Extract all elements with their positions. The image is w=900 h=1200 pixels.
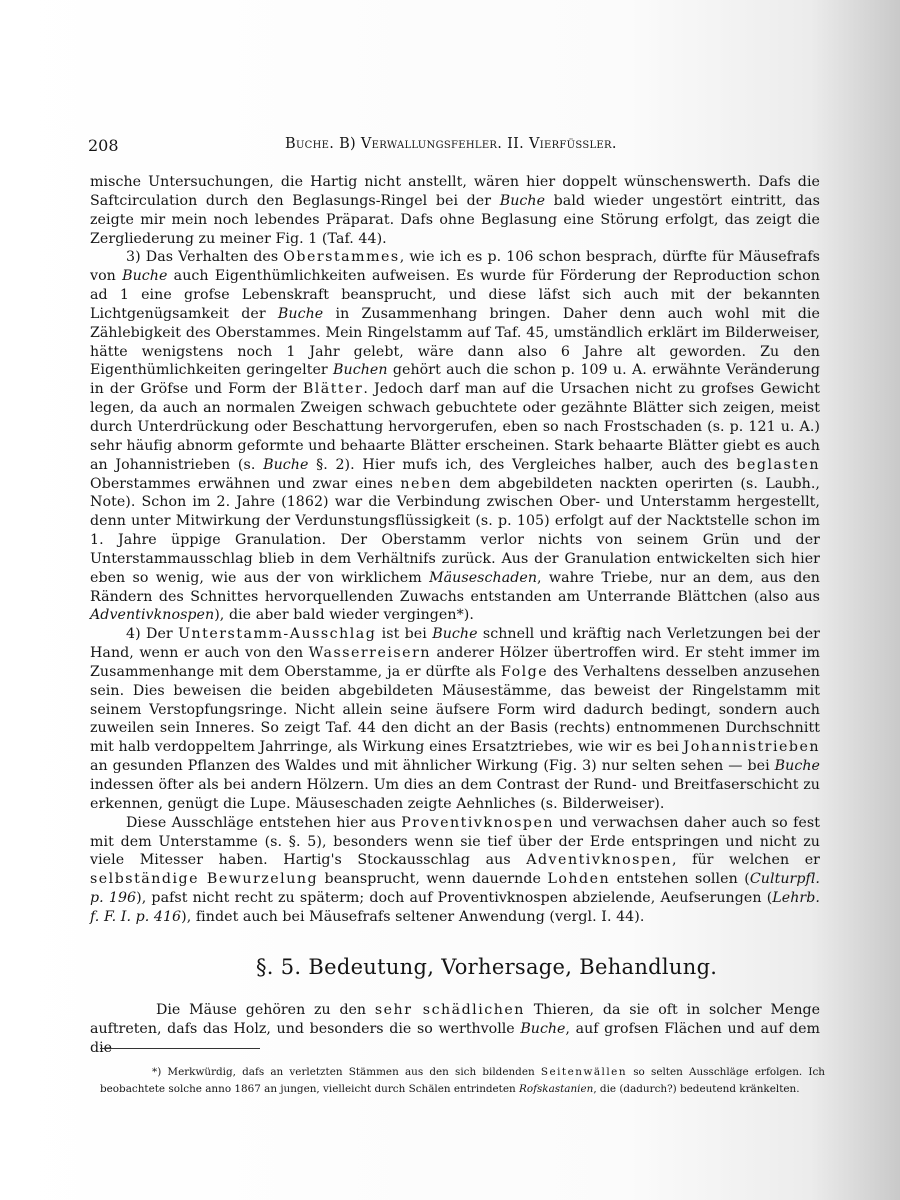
page-header (88, 134, 813, 158)
paragraph-1: mische Untersuchungen, die Hartig nicht anstellt, wären hier doppelt wünschenswerth. Dafs die Saftcirculation durch den Beglasungs-Ringel bei der Buche bald wieder ungestört eintritt, das zeigte mir mein noch lebendes Präparat. Dafs ohne Beglasung eine Störung erfolgt, das zeigt die Zergliederung zu meiner Fig. 1 (Taf. 44). (90, 174, 821, 247)
page-number: 208 (88, 136, 119, 155)
paragraph-4: Diese Ausschläge entstehen hier aus Proventivknospen und verwachsen daher auch so fest mit dem Unterstamme (s. §. 5), besonders wenn sie tief über der Erde entspringen und nicht zu viele Mitesser haben. Hartig's Stockausschlag aus Adventivknospen, für welchen er selbständige Bewurzelung beansprucht, wenn dauernde Lohden entstehen sollen (Culturpfl. p. 196), pafst nicht recht zu späterm; doch auf Proventivknospen abzielende, Aeufserungen (Lehrb. f. F. I. p. 416), findet auch bei Mäusefrafs seltener Anwendung (vergl. I. 44). (90, 814, 820, 925)
section-paragraph: Die Mäuse gehören zu den sehr schädlichen Thieren, da sie oft in solcher Menge auftreten, dafs das Holz, und besonders die so werthvolle Buche, auf grofsen Flächen und auf dem die (90, 1002, 821, 1057)
running-head: Buche. B) Verwallungsfehler. II. Vierfüssler. (285, 136, 617, 152)
paragraph-3: 4) Der Unterstamm-Ausschlag ist bei Buche schnell und kräftig nach Verletzungen bei der Hand, wenn er auch von den Wasserreisern anderer Hölzer übertroffen wird. Er steht immer im Zusammenhange mit dem Oberstamme, ja er dürfte als Folge des Verhaltens desselben anzusehen sein. Dies beweisen die beiden abgebildeten Mäusestämme, das beweist der Ringelstamm mit seinem Verstopfungsringe. Nicht allein seine äufsere Form wird dadurch bedingt, sondern auch zuweilen sein Inneres. So zeigt Taf. 44 den dicht an der Basis (rechts) entnommenen Durchschnitt mit halb verdoppeltem Jahrringe, als Wirkung eines Ersatztriebes, wie wir es bei Johannistrieben an gesunden Pflanzen des Waldes und mit ähnlicher Wirkung (Fig. 3) nur selten sehen — bei Buche indessen öfter als bei andern Hölzern. Um dies an dem Contrast der Rund- und Breitfaserschicht zu erkennen, genügt die Lupe. Mäuseschaden zeigte Aehnliches (s. Bilderweiser). (90, 626, 820, 812)
footnote-rule (100, 1048, 260, 1049)
section-heading: §. 5. Bedeutung, Vorhersage, Behandlung. (256, 955, 718, 979)
footnote: *) Merkwürdig, dafs an verletzten Stämmen aus den sich bildenden Seitenwällen so selten Ausschläge erfolgen. Ich beobachtete solche anno 1867 an jungen, vielleicht durch Schälen entrindeten Rofskastanien, die (dadurch?) bedeutend kränkelten. (100, 1066, 825, 1095)
paragraph-2: 3) Das Verhalten des Oberstammes, wie ich es p. 106 schon besprach, dürfte für Mäusefrafs von Buche auch Eigenthümlichkeiten aufweisen. Es wurde für Förderung der Reproduction schon ad 1 eine grofse Lebenskraft beansprucht, und diese läfst sich auch mit der bekannten Lichtgenügsamkeit der Buche in Zusammenhang bringen. Daher denn auch wohl mit die Zählebigkeit des Oberstammes. Mein Ringelstamm auf Taf. 45, umständlich erklärt im Bilderweiser, hätte wenigstens noch 1 Jahr gelebt, wäre dann also 6 Jahre alt geworden. Zu den Eigenthümlichkeiten geringelter Buchen gehört auch die schon p. 109 u. A. erwähnte Veränderung in der Gröfse und Form der Blätter. Jedoch darf man auf die Ursachen nicht zu grofses Gewicht legen, da auch an normalen Zweigen schwach gebuchtete oder gezähnte Blätter sich zeigen, meist durch Unterdrückung oder Beschattung hervorgerufen, eben so nach Frostschaden (s. p. 121 u. A.) sehr häufig abnorm geformte und behaarte Blätter erscheinen. Stark behaarte Blätter giebt es auch an Johannistrieben (s. Buche §. 2). Hier mufs ich, des Vergleiches halber, auch des beglasten Oberstammes erwähnen und zwar eines neben dem abgebildeten nackten operirten (s. Laubh., Note). Schon im 2. Jahre (1862) war die Verbindung zwischen Ober- und Unterstamm hergestellt, denn unter Mitwirkung der Verdunstungsflüssigkeit (s. p. 105) erfolgt auf der Nacktstelle schon im 1. Jahre üppige Granulation. Der Oberstamm verlor nichts von seinem Grün und der Unterstammausschlag blieb in dem Verhältnifs zurück. Aus der Granulation entwickelten sich hier eben so wenig, wie aus der von wirklichem Mäuseschaden, wahre Triebe, nur an dem, aus den Rändern des Schnittes hervorquellenden Zuwachs entstanden am Unterrande Blättchen (also aus Adventivknospen), die aber bald wieder vergingen*). (90, 249, 821, 624)
body-text (90, 173, 820, 927)
